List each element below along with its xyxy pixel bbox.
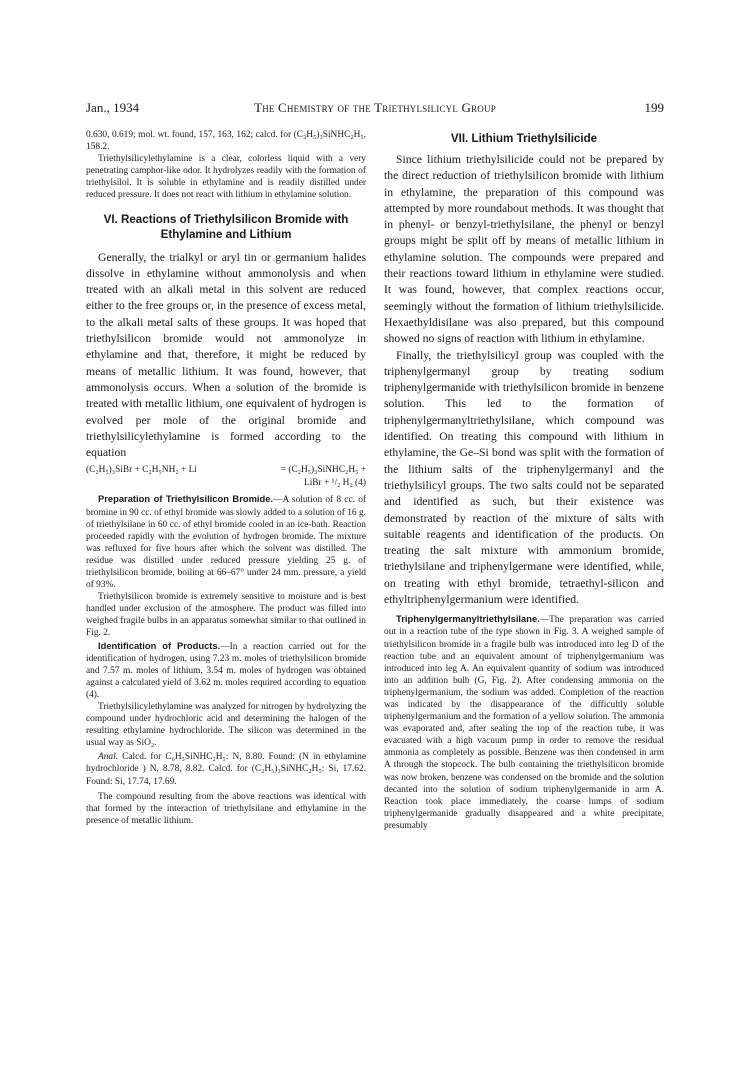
equation-rhs: = (C₂H₅)₃SiNHC₂H₅ + bbox=[280, 465, 366, 476]
paragraph bbox=[384, 613, 664, 832]
equation-4 bbox=[86, 464, 366, 489]
running-title: The Chemistry of the Triethylsilicyl Group bbox=[254, 100, 496, 115]
run-in-heading: Triphenylgermanyltriethylsilane. bbox=[396, 613, 540, 625]
paragraph bbox=[86, 640, 366, 701]
paragraph: Triethylsilicylethylamine was analyzed for nitrogen by hydrolyzing the compound under hydrochloric acid and determining the halogen of the resulting ethylamine hydrochloride. The silicon was determined in the usual way as SiO₂. bbox=[86, 702, 366, 749]
run-in-heading: Preparation of Triethylsilicon Bromide. bbox=[98, 493, 274, 505]
equation-lhs: (C₂H₅)₃SiBr + C₂H₅NH₂ + Li bbox=[86, 465, 197, 476]
paragraph bbox=[86, 493, 366, 591]
issue-date: Jan., 1934 bbox=[86, 100, 140, 115]
paragraph-text: —A solution of 8 cc. of bromine in 90 cc. of ethyl bromide was slowly added to a solution of 16 g. of triethylsilane in 60 cc. of ethyl bromide cooled in an ice-bath. Reaction proceeded rapidly with the evolution of hydrogen bromide. The mixture was refluxed for five hours after which the solvent was distilled. The residue was distilled under reduced pressure yielding 25 g. of triethylsilicon bromide, boiling at 66–67° under 24 mm. pressure, a yield of 93%. bbox=[86, 495, 367, 591]
run-in-heading: Identification of Products. bbox=[98, 639, 221, 651]
paragraph-text: Calcd. for C₆H₅SiNHC₂H₅: N, 8.80. Found: (N in ethylamine hydrochloride ) N, 8.78, 8.82. Calcd. for (C₂H₅)₃SiNHC₂H₅: Si, 17.62. Found: Si, 17.74, 17.69. bbox=[86, 752, 366, 787]
left-column bbox=[86, 129, 366, 827]
paragraph: The compound resulting from the above reactions was identical with that formed by the interaction of triethylsilane and ethylamine in the presence of metallic lithium. bbox=[86, 791, 366, 826]
paragraph: Since lithium triethylsilicide could not be prepared by the direct reduction of triethylsilicon bromide with lithium in ethylamine, the preparation of this compound was attempted by more roundabout methods. It was thought that in phenyl- or benzyl-triethylsilane, the phenyl or benzyl groups might be split off by means of metallic lithium in ethylamine solution. The compounds were prepared and their reactions toward lithium in ethylamine were studied. It was found, however, that complex reactions occur, seemingly without the formation of lithium triethylsilicide. Hexaethyldisilane was also prepared, but this compound showed no signs of reaction with lithium in ethylamine. bbox=[384, 153, 664, 346]
paragraph: Triethylsilicon bromide is extremely sensitive to moisture and is best handled under exclusion of the atmosphere. The product was filled into weighed fragile bulbs in an apparatus somewhat similar to that outlined in Fig. 2. bbox=[86, 592, 366, 639]
paragraph: Generally, the trialkyl or aryl tin or germanium halides dissolve in ethylamine without ammonolysis and when treated with an alkali metal in this solvent are reduced either to the free groups or, in the presence of excess metal, to the alkali metal salts of these groups. It was hoped that triethylsilicon bromide would not ammonolyze in ethylamine and that, therefore, it might be reduced by means of metallic lithium. It was found, however, that ammonolysis occurs. When a solution of the bromide is treated with metallic lithium, one equivalent of hydrogen is evolved per mole of the original bromide and triethylsilicylethylamine is formed according to the equation bbox=[86, 250, 366, 460]
paragraph: Finally, the triethylsilicyl group was coupled with the triphenylgermanyl group by treating sodium triphenylgermanide with triethylsilicon bromide in benzene solution. This led to the formation of triphenylgermanyltriethylsilane, which compound was identified. On treating this compound with lithium in ethylamine, the Ge–Si bond was split with the formation of the lithium salts of the triphenylgermanyl and the triethylsilicyl groups. The two salts could not be separated and identified as such, but their existence was demonstrated by reaction of the mixture of salts with suitable reagents and identification of the products. On treating the salt mixture with ammonium bromide, triethylsilane and triphenylgermane were identified, while, on treating with ethyl bromide, tetraethyl-silicon and ethyltriphenylgermanium were identified. bbox=[384, 348, 664, 607]
right-column bbox=[384, 129, 664, 832]
section-heading-vii: VII. Lithium Triethylsilicide bbox=[450, 132, 598, 145]
running-header bbox=[86, 100, 664, 118]
paragraph-text: —In a reaction carried out for the identification of hydrogen, using 7.23 m. moles of triethylsilicon bromide and 7.57 m. moles of lithium, 3.54 m. moles of hydrogen was obtained against a calculated yield of 3.62 m. moles required according to equation (4). bbox=[86, 641, 366, 700]
paragraph: Triethylsilicylethylamine is a clear, colorless liquid with a very penetrating camphor-like odor. It hydrolyzes readily with the formation of triethylsilol. It is soluble in ethylamine and is readily distilled under reduced pressure. It does not react with lithium in ethylamine solution. bbox=[86, 154, 366, 201]
paragraph-text: —The preparation was carried out in a reaction tube of the type shown in Fig. 3. A weighed sample of triethylsilicon bromide in a fragile bulb was introduced into leg D of the reaction tube and an equivalent amount of triphenylgermanium was introduced into leg A. An equivalent quantity of sodium was introduced into an addition bulb (G, Fig. 2). After condensing ammonia on the triphenylgermanium, the sodium was added. Completion of the reaction was indicated by the disappearance of the difficultly soluble triphenylgermanium and the formation of a yellow solution. The ammonia was evaporated and, after sealing the top of the reaction tube, it was evacuated with a high vacuum pump in order to remove the residual ammonia as completely as possible. Benzene was then condensed in arm A through the stopcock. The bulb containing the triethylsilicon bromide was now broken, benzene was condensed on the bromide and the solution decanted into the solution of sodium triphenylgermanide in arm A. Reaction took place immediately, the coarse lumps of sodium triphenylgermanide gradually disappeared and a white precipitate, presumably bbox=[384, 615, 664, 831]
section-heading-vi: VI. Reactions of Triethylsilicon Bromide with Ethylamine and Lithium bbox=[103, 212, 349, 241]
analysis-label: Anal. bbox=[98, 752, 119, 763]
page-number: 199 bbox=[644, 100, 664, 115]
paragraph: 0.630, 0.619; mol. wt. found, 157, 163, 162; calcd. for (C₂H₅)₃SiNHC₂H₅, 158.2. bbox=[86, 130, 366, 153]
equation-continuation: LiBr + ¹/₂ H₂ (4) bbox=[303, 477, 366, 488]
paragraph bbox=[86, 751, 366, 787]
